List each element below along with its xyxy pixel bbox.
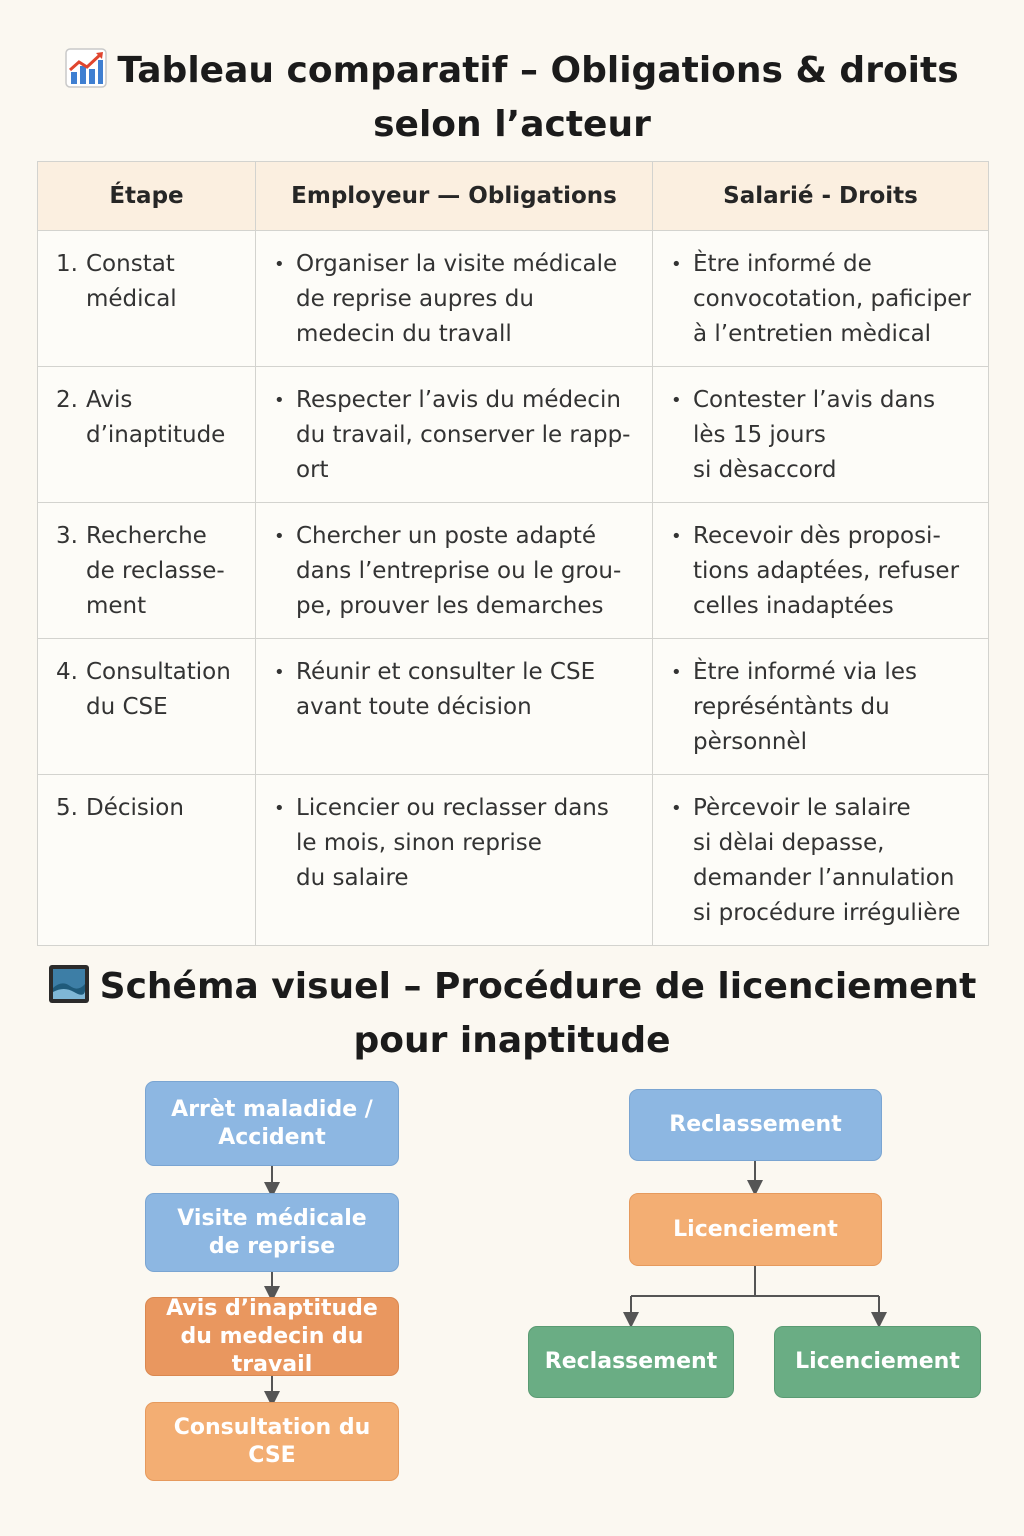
step-number: 3.: [56, 523, 78, 549]
bullet-icon: •: [671, 662, 682, 683]
bullet-icon: •: [274, 254, 285, 275]
diagram-title-text-1: Schéma visuel – Procédure de licenciement: [99, 966, 977, 1007]
step-label: Avis d’inaptitude: [86, 387, 226, 448]
step-number: 2.: [56, 387, 78, 413]
flow-box-reclassement-outcome: Reclassement: [528, 1326, 734, 1398]
flow-box-licenciement-outcome: Licenciement: [774, 1326, 981, 1398]
header-etape: Étape: [38, 162, 256, 231]
flow-box-consultation-cse: Consultation du CSE: [145, 1402, 399, 1481]
step-number: 5.: [56, 795, 78, 821]
bullet-icon: •: [274, 798, 285, 819]
flow-box-visite-medicale: Visite médicale de reprise: [145, 1193, 399, 1272]
bullet-icon: •: [671, 526, 682, 547]
bullet-icon: •: [671, 254, 682, 275]
header-salarie: Salarié - Droits: [653, 162, 989, 231]
table-title-line-2: selon l’acteur: [373, 104, 651, 145]
bullet-icon: •: [671, 798, 682, 819]
bullet-icon: •: [274, 662, 285, 683]
employer-obligation: Licencier ou reclasser dans le mois, sinon reprise du salaire: [296, 795, 609, 891]
employer-obligation: Respecter l’avis du médecin du travail, conserver le rapp- ort: [296, 387, 631, 483]
flow-box-avis-inaptitude: Avis d’inaptitude du medecin du travail: [145, 1297, 399, 1376]
step-label: Décision: [86, 795, 184, 821]
step-number: 1.: [56, 251, 78, 277]
diagram-title-line-2: pour inaptitude: [353, 1020, 671, 1061]
employee-right: Contester l’avis dans lès 15 jours si dèsaccord: [693, 387, 936, 483]
table-title-text-1: Tableau comparatif – Obligations & droits: [117, 50, 959, 91]
employer-obligation: Réunir et consulter le CSE avant toute décision: [296, 659, 596, 720]
header-employeur: Employeur — Obligations: [256, 162, 653, 231]
step-number: 4.: [56, 659, 78, 685]
step-label: Consultation du CSE: [86, 659, 231, 720]
bullet-icon: •: [274, 526, 285, 547]
step-label: Recherche de reclasse- ment: [86, 523, 225, 619]
flow-box-arret-maladie: Arrèt maladide / Accident: [145, 1081, 399, 1166]
employee-right: Pèrcevoir le salaire si dèlai depasse, demander l’annulation si procédure irrégulière: [693, 795, 961, 926]
employee-right: Ètre informé de convocotation, paficiper à l’entretien mèdical: [693, 251, 971, 347]
employee-right: Ètre informé via les représéntànts du pèrsonnèl: [693, 659, 917, 755]
step-label: Constat médical: [86, 251, 177, 312]
bullet-icon: •: [274, 390, 285, 411]
employee-right: Recevoir dès proposi- tions adaptées, refuser celles inadaptées: [693, 523, 960, 619]
employer-obligation: Organiser la visite médicale de reprise aupres du medecin du travall: [296, 251, 618, 347]
flow-box-reclassement-top: Reclassement: [629, 1089, 882, 1161]
flow-box-licenciement: Licenciement: [629, 1193, 882, 1266]
bullet-icon: •: [671, 390, 682, 411]
employer-obligation: Chercher un poste adapté dans l’entreprise ou le grou- pe, prouver les demarches: [296, 523, 622, 619]
